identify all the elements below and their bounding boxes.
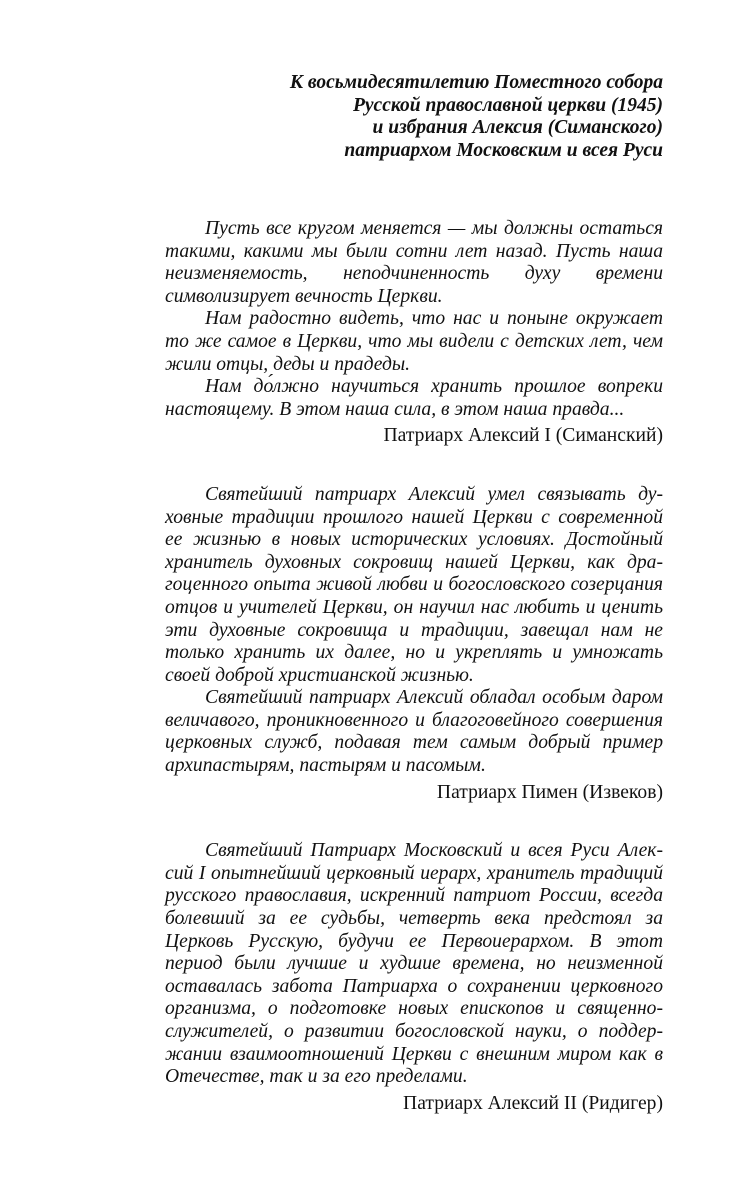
- quote-paragraph: Пусть все кругом меняется — мы должны остаться такими, какими мы были сотни лет назад. Пусть наша неизменяемость, неподчиненность духу времени символизирует вечность Церкви.: [165, 218, 663, 307]
- quote-paragraph: Нам до́лжно научиться хранить прошлое вопреки настоящему. В этом наша сила, в этом наша правда...: [165, 376, 663, 420]
- book-page: [165, 72, 663, 1151]
- dedication-line: Русской православной церкви (1945): [352, 94, 663, 116]
- quote-paragraph: Святейший Патриарх Московский и всея Руси Алексий I опытнейший церковный иерарх, хранитель традиций русского православия, искренний патриот России, всегда болевший за ее судьбы, четверть века предстоял за Церковь Русскую, будучи ее Первоиерархом. В этот период были лучшие и худшие времена, но неизменной оставалась забота Патриарха о сохранении церковного организма, о подготовке новых епископов и священнослужителей, о развитии богословской науки, о поддержании взаимоотношений Церкви с внешним миром как в Отечестве, так и за его пределами.: [165, 840, 663, 1088]
- quote-author: Патриарх Алексий II (Ридигер): [403, 1092, 663, 1114]
- dedication-line: К восьмидесятилетию Поместного собора: [289, 72, 663, 93]
- quote-block-alexy-i: [165, 218, 663, 448]
- quote-author: Патриарх Алексий I (Симанский): [383, 425, 663, 447]
- quote-paragraph: Святейший патриарх Алексий умел связывать духовные традиции прошлого нашей Церкви с современной ее жизнью в новых исторических условиях. Достойный хранитель духовных сокровищ нашей Церкви, как драгоценного опыта живой любви и богословского созерцания отцов и учителей Церкви, он научил нас любить и ценить эти духовные сокровища и традиции, завещал нам не только хранить их далее, но и укреплять и умножать своей доброй христианской жизнью.: [165, 483, 663, 686]
- dedication-line: патриархом Московским и всея Руси: [344, 139, 663, 161]
- dedication-line: и избрания Алексия (Симанского): [372, 117, 663, 138]
- quote-block-alexy-ii: [165, 840, 663, 1115]
- quote-block-pimen: [165, 484, 663, 804]
- quote-paragraph: Нам радостно видеть, что нас и поныне окружает то же самое в Церкви, что мы видели с детских лет, чем жили отцы, деды и прадеды.: [165, 308, 663, 375]
- quote-author: Патриарх Пимен (Извеков): [436, 781, 663, 803]
- dedication-heading: [165, 72, 663, 162]
- quote-paragraph: Святейший патриарх Алексий обладал особым даром величавого, проникновенного и благоговейного совершения церковных служб, подавая тем самым добрый пример архипастырям, пастырям и пасомым.: [165, 687, 663, 777]
